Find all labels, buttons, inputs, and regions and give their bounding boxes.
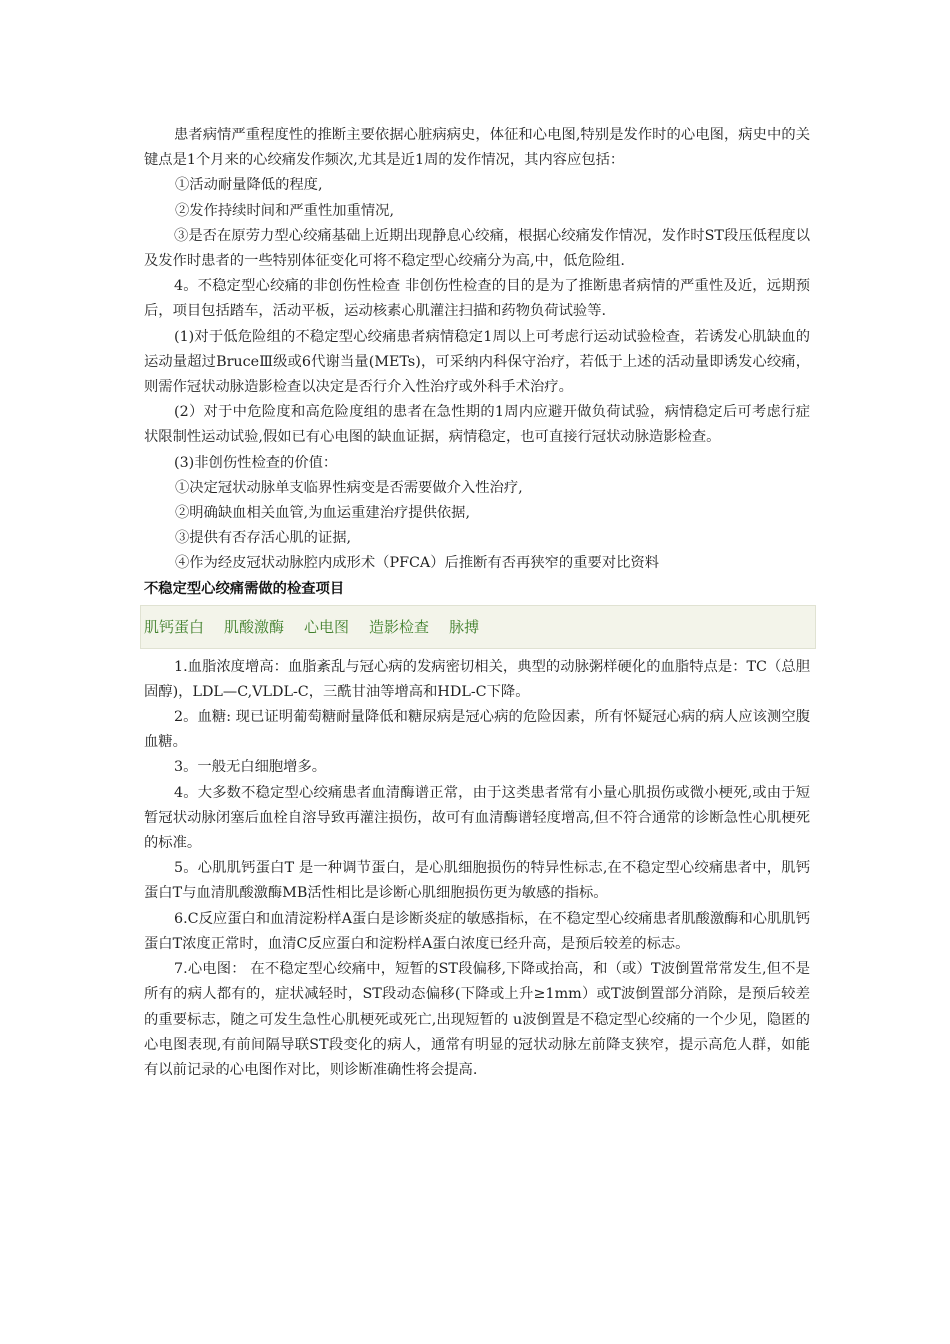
list-item: ③提供有否存活心肌的证据, (175, 530, 352, 547)
list-item: ①活动耐量降低的程度, (175, 177, 323, 194)
exam-item: 5。心肌肌钙蛋白T 是一种调节蛋白，是心肌细胞损伤的特异性标志,在不稳定型心绞痛患者中，肌钙蛋白T与血清肌酸激酶MB活性相比是诊断心肌细胞损伤更为敏感的指标。 (144, 860, 810, 902)
document-body (144, 123, 810, 1083)
tag-link[interactable]: 心电图 (304, 618, 350, 637)
exam-item: 1.血脂浓度增高：血脂紊乱与冠心病的发病密切相关，典型的动脉粥样硬化的血脂特点是：TC（总胆固醇)，LDL—C,VLDL-C，三酰甘油等增高和HDL-C下降。 (144, 658, 810, 700)
exam-item: 6.C反应蛋白和血清淀粉样A蛋白是诊断炎症的敏感指标，在不稳定型心绞痛患者肌酸激酶和心肌肌钙蛋白T浓度正常时，血清C反应蛋白和淀粉样A蛋白浓度已经升高，是预后较差的标志。 (144, 910, 810, 952)
exam-item: 4。大多数不稳定型心绞痛患者血清酶谱正常，由于这类患者常有小量心肌损伤或微小梗死,或由于短暂冠状动脉闭塞后血栓自溶导致再灌注损伤，故可有血清酶谱轻度增高,但不符合通常的诊断急性心肌梗死的标准。 (144, 784, 810, 852)
tag-link[interactable]: 造影检查 (369, 618, 430, 637)
section-heading: 不稳定型心绞痛需做的检查项目 (144, 580, 345, 597)
high-risk-paragraph: (2）对于中危险度和高危险度组的患者在急性期的1周内应避开做负荷试验，病情稳定后可考虑行症状限制性运动试验,假如已有心电图的缺血证据，病情稳定，也可直接行冠状动脉造影检查。 (144, 404, 810, 446)
exam-item: 7.心电图： 在不稳定型心绞痛中，短暂的ST段偏移,下降或抬高，和（或）T波倒置常常发生,但不是所有的病人都有的，症状减轻时，ST段动态偏移(下降或上升≥1mm）或T波倒置部分消除，是预后较差的重要标志，随之可发生急性心肌梗死或死亡,出现短暂的 u波倒置是不稳定型心绞痛的一个少见，隐匿的心电图表现,有前间隔导联ST段变化的病人，通常有明显的冠状动脉左前降支狭窄，提示高危人群，如能有以前记录的心电图作对比，则诊断准确性将会提高. (144, 961, 810, 1078)
exam-list (144, 655, 810, 1083)
list-item: ④作为经皮冠状动脉腔内成形术（PFCA）后推断有否再狭窄的重要对比资料 (175, 555, 660, 572)
list-item: ②明确缺血相关血管,为血运重建治疗提供依据, (175, 505, 471, 522)
tag-link[interactable]: 脉搏 (449, 618, 480, 637)
noninvasive-exam-paragraph: 4。不稳定型心绞痛的非创伤性检查 非创伤性检查的目的是为了推断患者病情的严重性及近，远期预后，项目包括踏车，活动平板，运动核素心肌灌注扫描和药物负荷试验等. (144, 278, 810, 320)
risk-group-paragraph: ③是否在原劳力型心绞痛基础上近期出现静息心绞痛，根据心绞痛发作情况，发作时ST段压低程度以及发作时患者的一些特别体征变化可将不稳定型心绞痛分为高,中，低危险组. (144, 227, 810, 270)
tag-link[interactable]: 肌酸激酶 (224, 618, 285, 637)
tag-bar (140, 605, 816, 649)
tag-link[interactable]: 肌钙蛋白 (144, 618, 205, 637)
low-risk-paragraph: (1)对于低危险组的不稳定型心绞痛患者病情稳定1周以上可考虑行运动试验检查，若诱发心肌缺血的运动量超过BruceⅢ级或6代谢当量(METs)，可采纳内科保守治疗，若低于上述的活动量即诱发心绞痛，则需作冠状动脉造影检查以决定是否行介入性治疗或外科手术治疗。 (144, 328, 810, 396)
value-heading: (3)非创伤性检查的价值： (174, 454, 338, 471)
exam-item: 2。血糖: 现已证明葡萄糖耐量降低和糖尿病是冠心病的危险因素，所有怀疑冠心病的病人应该测空腹血糖。 (144, 709, 810, 751)
list-item: ②发作持续时间和严重性加重情况, (175, 202, 394, 219)
intro-paragraph: 患者病情严重程度性的推断主要依据心脏病病史，体征和心电图,特别是发作时的心电图，病史中的关键点是1个月来的心绞痛发作频次,尤其是近1周的发作情况，其内容应包括： (144, 127, 810, 169)
exam-item: 3。一般无白细胞增多。 (174, 759, 327, 776)
list-item: ①决定冠状动脉单支临界性病变是否需要做介入性治疗, (175, 479, 523, 496)
